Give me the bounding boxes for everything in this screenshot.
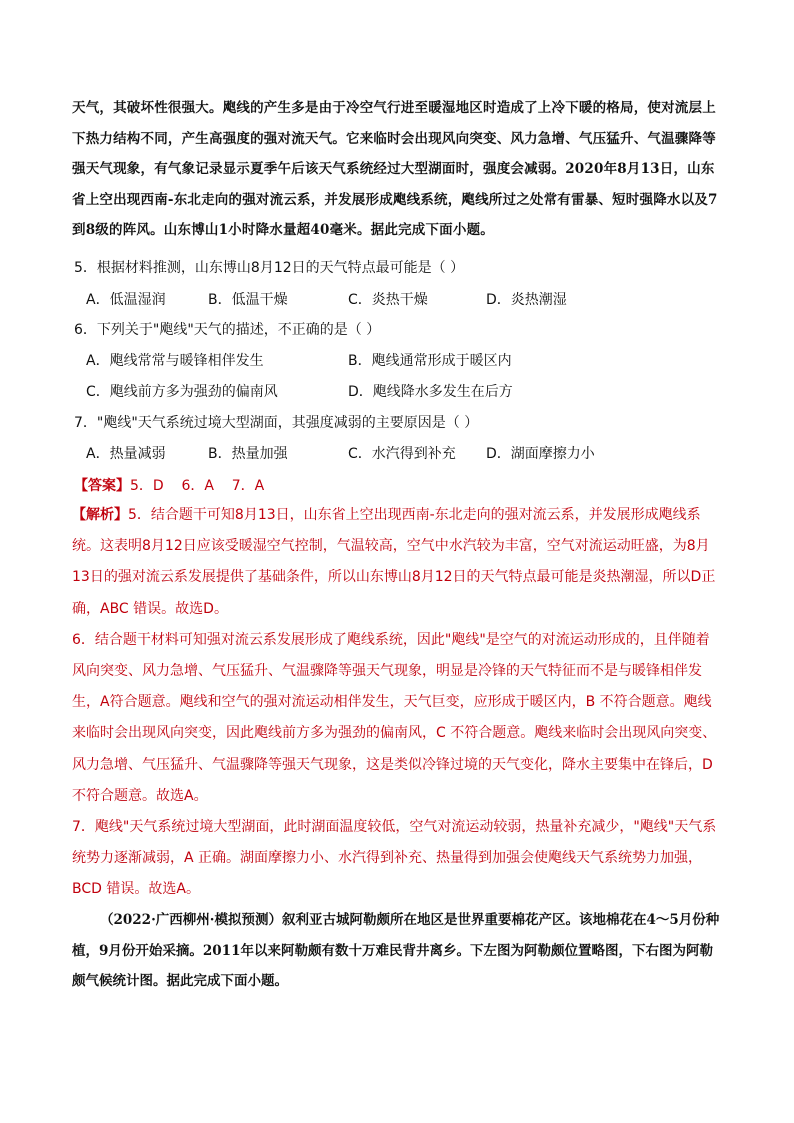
question-5-options bbox=[86, 290, 567, 310]
next-source-text: （2022·广西柳州·模拟预测）叙利亚古城阿勒颇所在地区是世界重要棉花产区。该地棉花在4～5月份种植，9月份开始采摘。2011年以来阿勒颇有数十万难民背井离乡。下左图为阿勒颇位置略图，下右图为阿勒颇气候统计图。据此完成下面小题。 bbox=[72, 912, 720, 989]
analysis-7: 7．飑线"天气系统过境大型湖面，此时湖面温度较低，空气对流运动较弱，热量补充减少，"飑线"天气系统势力逐渐减弱，A 正确。湖面摩擦力小、水汽得到补充、热量得到加强会使飑线天气系统势力加强，BCD 错误。故选A。 bbox=[72, 819, 717, 898]
material-text: 天气，其破坏性很强大。飑线的产生多是由于冷空气行进至暖湿地区时造成了上冷下暖的格局，使对流层上下热力结构不同，产生高强度的强对流天气。它来临时会出现风向突变、风力急增、气压猛升、气温骤降等强天气现象，有气象记录显示夏季午后该天气系统经过大型湖面时，强度会减弱。2020年8月13日，山东省上空出现西南-东北走向的强对流云系，并发展形成飑线系统，飑线所过之处常有雷暴、短时强降水以及7到8级的阵风。山东博山1小时降水量超40毫米。据此完成下面小题。 bbox=[72, 100, 718, 238]
question-5-stem: 5．根据材料推测，山东博山8月12日的天气特点最可能是（ ） bbox=[74, 260, 465, 276]
q5-option-c: C．炎热干燥 bbox=[348, 292, 428, 308]
question-7-options bbox=[86, 444, 595, 464]
question-6-options-row2 bbox=[86, 382, 513, 402]
analysis-6: 6．结合题干材料可知强对流云系发展形成了飑线系统，因此"飑线"是空气的对流运动形成的，且伴随着风向突变、风力急增、气压猛升、气温骤降等强天气现象，明显是冷锋的天气特征而不是与暖锋相伴发生，A符合题意。飑线和空气的强对流运动相伴发生，天气巨变，应形成于暖区内，B 不符合题意。飑线来临时会出现风向突变，因此飑线前方多为强劲的偏南风，C 不符合题意。飑线来临时会出现风向突变、风力急增、气压猛升、气温骤降等强天气现象，这是类似冷锋过境的天气变化，降水主要集中在锋后，D 不符合题意。故选A。 bbox=[72, 631, 717, 804]
question-6-options-row1 bbox=[86, 351, 512, 371]
analysis-5 bbox=[72, 500, 722, 625]
next-question-source bbox=[72, 905, 724, 997]
answer-line bbox=[74, 476, 264, 496]
analysis-5-text: 5．结合题干可知8月13日，山东省上空出现西南-东北走向的强对流云系，并发展形成飑线系统。这表明8月12日应该受暖湿空气控制，气温较高，空气中水汽较为丰富，空气对流运动旺盛，为8月13日的强对流云系发展提供了基础条件，所以山东博山8月12日的天气特点最可能是炎热潮湿，所以D正确，ABC 错误。故选D。 bbox=[72, 507, 716, 617]
q6-option-d: D．飑线降水多发生在后方 bbox=[348, 384, 513, 400]
answer-text: 5．D 6．A 7．A bbox=[130, 478, 265, 494]
q5-option-b: B．低温干燥 bbox=[208, 292, 288, 308]
question-7-stem: 7．"飑线"天气系统过境大型湖面，其强度减弱的主要原因是（ ） bbox=[74, 415, 479, 431]
q7-option-d: D．湖面摩擦力小 bbox=[486, 446, 595, 462]
q6-option-a: A．飑线常常与暖锋相伴发生 bbox=[86, 353, 264, 369]
q5-option-a: A．低温湿润 bbox=[86, 292, 166, 308]
q6-option-b: B．飑线通常形成于暖区内 bbox=[348, 353, 512, 369]
analysis-label: 【解析】 bbox=[72, 507, 128, 523]
q7-option-c: C．水汽得到补充 bbox=[348, 446, 456, 462]
q5-option-d: D．炎热潮湿 bbox=[486, 292, 567, 308]
question-6-stem: 6．下列关于"飑线"天气的描述，不正确的是（ ） bbox=[74, 322, 381, 338]
answer-label: 【答案】 bbox=[74, 478, 130, 494]
q7-option-a: A．热量减弱 bbox=[86, 446, 166, 462]
q7-option-b: B．热量加强 bbox=[208, 446, 288, 462]
q6-option-c: C．飑线前方多为强劲的偏南风 bbox=[86, 384, 278, 400]
analysis-block bbox=[72, 500, 722, 906]
material-paragraph bbox=[72, 93, 724, 246]
